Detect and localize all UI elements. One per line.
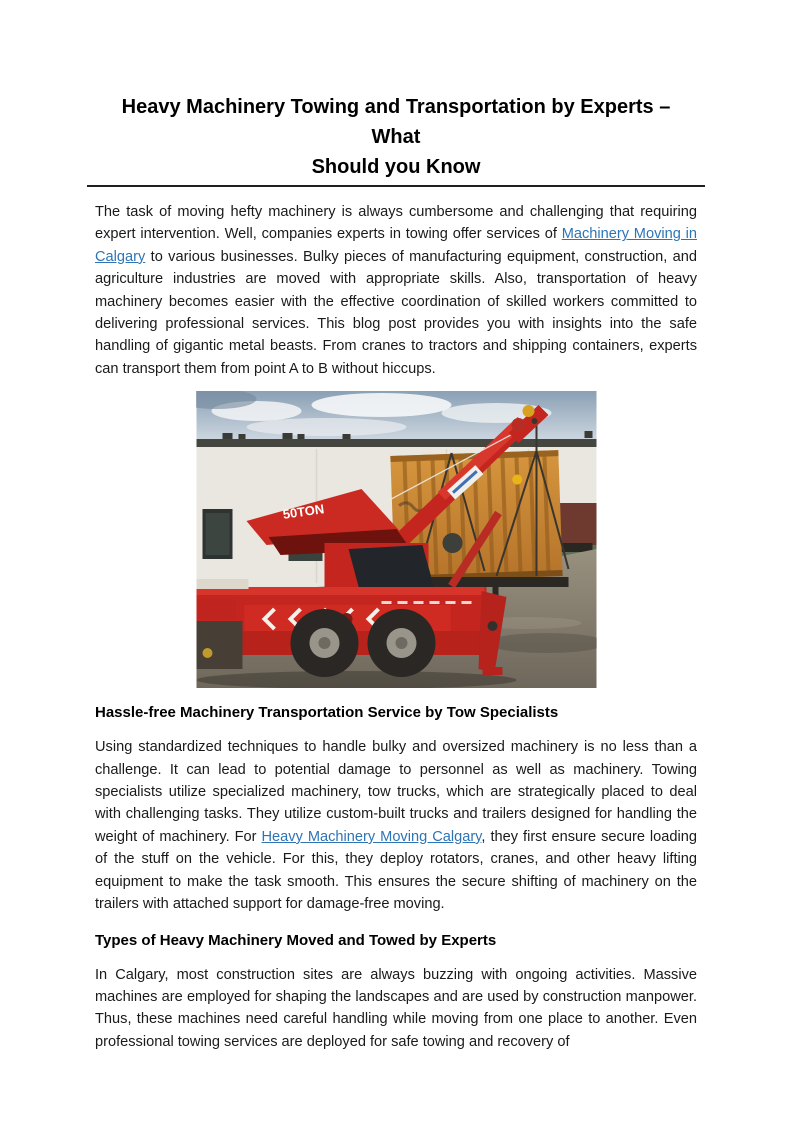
truck-front-section	[196, 599, 242, 669]
cloud	[246, 418, 406, 436]
boom-pulley	[522, 405, 534, 417]
section2-paragraph: In Calgary, most construction sites are always buzzing with ongoing activities. Massive machines are employed for shaping the landscapes and are used by construction manpower. Thus, these machines need careful handling while moving from one place to another. Even professional towing services are deployed for safe towing and recovery of	[95, 966, 697, 1050]
warehouse-door-panel	[205, 513, 229, 555]
article-title-line1: Heavy Machinery Towing and Transportation by Experts – What	[121, 96, 671, 148]
tow-truck-photo	[196, 391, 597, 688]
article-figure	[95, 391, 697, 688]
intro-text-after: to various businesses. Bulky pieces of manufacturing equipment, construction, and agriculture industries are moved with appropriate skills. Also, transportation of heavy machinery becomes easier with the effective coordination of skilled workers committed to delivering professional services. This blog post provides you with insights into the safe handling of gigantic metal beasts. From cranes to tractors and shipping containers, experts can transport them from point A to B without hiccups.	[95, 248, 697, 377]
truck-capacity-label: 50TON	[281, 501, 325, 523]
article-title	[87, 92, 705, 187]
article-title-line2: Should you Know	[311, 156, 481, 178]
section1-paragraph	[95, 736, 697, 915]
heavy-machinery-moving-calgary-link[interactable]: Heavy Machinery Moving Calgary	[261, 828, 482, 845]
intro-text-before: The task of moving hefty machinery is always cumbersome and challenging that requiring expert intervention. Well, companies experts in towing offer services of	[95, 204, 697, 243]
section2-heading: Types of Heavy Machinery Moved and Towed by Experts	[95, 931, 497, 949]
intro-paragraph	[95, 201, 697, 380]
windshield	[348, 545, 434, 594]
machinery-moving-in-calgary-link[interactable]: Machinery Moving in Calgary	[95, 226, 697, 265]
section1-heading: Hassle-free Machinery Transportation Service by Tow Specialists	[95, 704, 559, 722]
rigging	[442, 533, 462, 553]
cloud	[311, 393, 451, 417]
section1-text-after: , they first ensure secure loading of the stuff on the vehicle. For this, they deploy rotators, cranes, and other heavy lifting equipment to make the task smooth. This ensures the secure shifting of machinery on the trailers with attached support for damage-free moving.	[95, 828, 697, 913]
section1-text-before: Using standardized techniques to handle bulky and oversized machinery is no less than a challenge. It can lead to potential damage to personnel as well as machinery. Towing specialists utilize specialized machinery, tow trucks, which are strategically placed to deal with challenging tasks. They utilize custom-built trucks and trailers designed for handling the weight of machinery. For	[95, 739, 697, 845]
